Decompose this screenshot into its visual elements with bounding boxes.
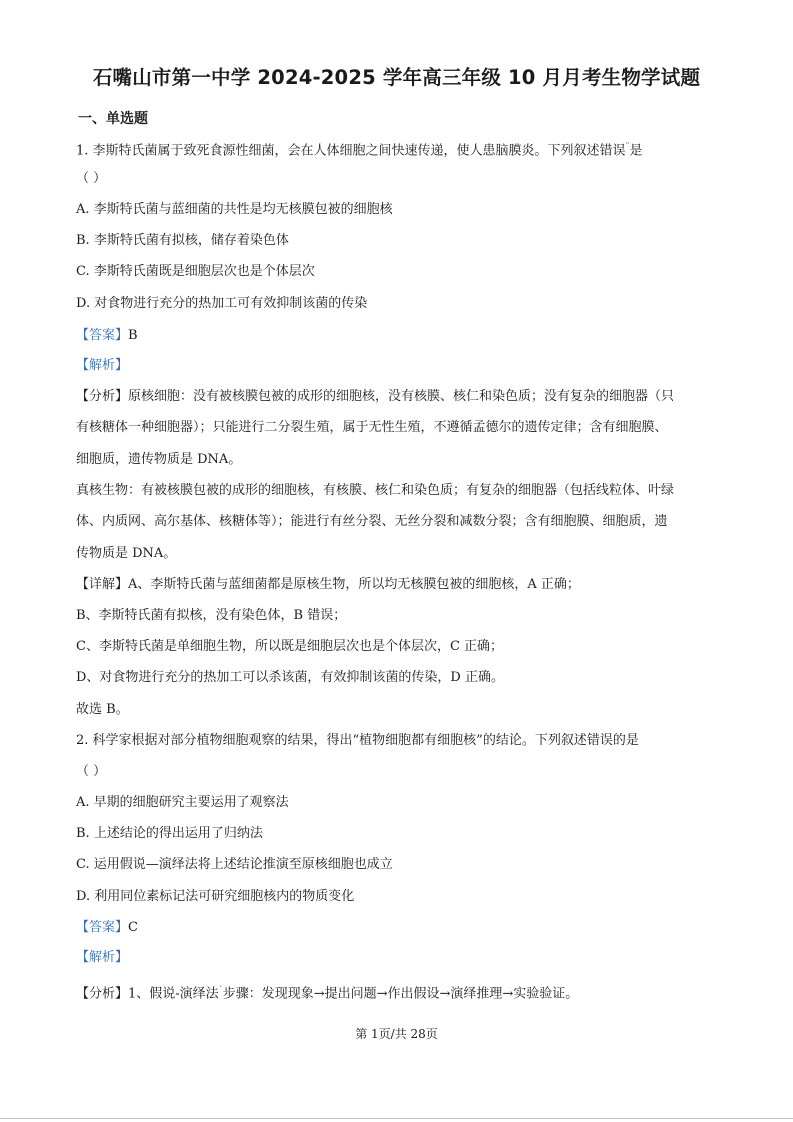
analysis-tag: 【解析】 [76,358,129,373]
question-1-fenxi-line-6: 传物质是 DNA。 [76,546,177,561]
question-1-paren: （ ） [76,171,107,186]
question-2-option-a: A. 早期的细胞研究主要运用了观察法 [76,795,289,810]
question-1-fenxi-line-5: 体、内质网、高尔基体、核糖体等）；能进行有丝分裂、无丝分裂和减数分裂；含有细胞膜、细胞质，遗 [76,514,668,529]
question-1-option-d: D. 对食物进行充分的热加工可有效抑制该菌的传染 [76,296,368,311]
fenxi-text: 1、假说-演绎法 [128,986,219,1002]
fenxi-mark: ˙ [218,985,223,994]
question-2-option-d: D. 利用同位素标记法可研究细胞核内的物质变化 [76,889,355,904]
xiangjie-tag: 【详解】 [76,577,129,592]
question-1-fenxi-line-1 [76,389,674,405]
answer-value: C [128,920,138,935]
question-1-fenxi-line-4: 真核生物：有被核膜包被的成形的细胞核，有核膜、核仁和染色质；有复杂的细胞器（包括线粒体、叶绿 [76,483,675,498]
question-1-xiangjie-b: B、李斯特氏菌有拟核，没有染色体，B 错误； [76,608,347,623]
fenxi-text-end: 步骤：发现现象→提出问题→作出假设→演绎推理→实验验证。 [222,986,579,1002]
question-1-option-a: A. 李斯特氏菌与蓝细菌的共性是均无核膜包被的细胞核 [76,202,393,217]
bottom-divider [0,1118,793,1119]
question-1-fenxi-line-3: 细胞质，遗传物质是 DNA。 [76,452,242,467]
question-1-answer [76,328,138,344]
answer-tag: 【答案】 [76,920,129,935]
answer-value: B [128,328,138,343]
question-1-xiangjie-a [76,577,580,593]
question-1-option-b: B. 李斯特氏菌有拟核，储存着染色体 [76,233,289,248]
fenxi-tag: 【分析】 [76,986,129,1002]
analysis-tag: 【解析】 [76,950,129,965]
question-1-stem [76,139,643,159]
fenxi-text: 原核细胞：没有被核膜包被的成形的细胞核，没有核膜、核仁和染色质；没有复杂的细胞器（只 [128,389,675,404]
question-2-option-b: B. 上述结论的得出运用了归纳法 [76,826,263,841]
question-2-answer [76,920,138,936]
question-2-stem: 2. 科学家根据对部分植物细胞观察的结果，得出“植物细胞都有细胞核”的结论。下列叙述错误的是 [76,733,639,748]
question-2-paren: （ ） [76,764,107,779]
answer-tag: 【答案】 [76,328,129,343]
fenxi-tag: 【分析】 [76,389,129,404]
section-heading: 一、单选题 [78,111,148,127]
question-1-option-c: C. 李斯特氏菌既是细胞层次也是个体层次 [76,264,315,279]
page-footer: 第 1页/共 28页 [355,1027,438,1041]
question-2-fenxi-line-1 [76,982,578,1002]
question-1-xiangjie-d: D、对食物进行充分的热加工可以杀该菌，有效抑制该菌的传染，D 正确。 [76,670,504,685]
question-1-conclusion: 故选 B。 [76,702,129,717]
question-2-option-c: C. 运用假说—演绎法将上述结论推演至原核细胞也成立 [76,857,393,872]
question-1-stem-mark: ¨ [625,142,630,151]
question-1-stem-end: 是 [629,143,643,159]
xiangjie-text: A、李斯特氏菌与蓝细菌都是原核生物，所以均无核膜包被的细胞核，A 正确； [128,577,580,592]
question-1-stem-text: 1. 李斯特氏菌属于致死食源性细菌，会在人体细胞之间快速传递，使人患脑膜炎。下列叙述错误 [76,143,626,159]
question-1-fenxi-line-2: 有核糖体一种细胞器）；只能进行二分裂生殖，属于无性生殖，不遵循孟德尔的遗传定律；含有细胞膜、 [76,420,668,435]
document-title: 石嘴山市第一中学 2024-2025 学年高三年级 10 月月考生物学试题 [92,66,701,89]
question-1-xiangjie-c: C、李斯特氏菌是单细胞生物，所以既是细胞层次也是个体层次，C 正确； [76,639,504,654]
